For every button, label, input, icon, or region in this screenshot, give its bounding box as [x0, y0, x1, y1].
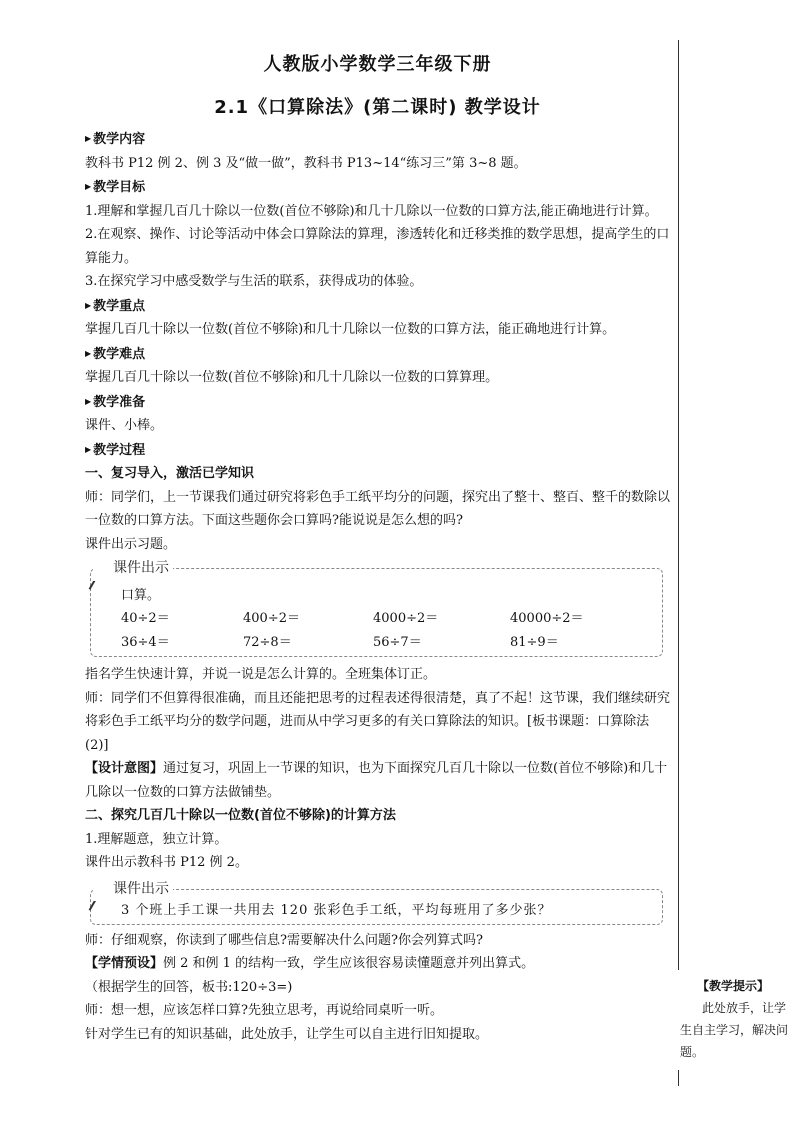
- learning-preview: [85, 952, 670, 976]
- section-heading-goals: ▶ 教学目标: [85, 180, 146, 195]
- part2-paragraph-4: 针对学生已有的知识基础，此处放手，让学生可以自主进行旧知提取。: [85, 1026, 489, 1042]
- section-heading-process: ▶ 教学过程: [85, 442, 146, 458]
- part2-paragraph-1: 师：仔细观察，你读到了哪些信息?需要解决什么问题?你会列算式吗?: [85, 932, 483, 948]
- document-content: [85, 127, 670, 1046]
- part1-heading: 一、复习导入，激活已学知识: [85, 466, 255, 481]
- part1-paragraph-1: 师：同学们，上一节课我们通过研究将彩色手工纸平均分的问题，探究出了整十、整百、整千的数除以一位数的口算方法。下面这些题你会口算吗?能说说是怎么想的吗?: [85, 489, 671, 528]
- triangle-bullet-icon: ▶: [85, 300, 92, 310]
- triangle-bullet-icon: ▶: [85, 396, 92, 406]
- part2-paragraph-2: （根据学生的回答，板书:120÷3=): [85, 979, 293, 995]
- side-note: [678, 975, 788, 1063]
- side-note-title: 【教学提示】: [696, 979, 769, 993]
- key-text: 掌握几百几十除以一位数(首位不够除)和几十几除以一位数的口算方法，能正确地进行计算。: [85, 322, 616, 337]
- equation: 81÷9＝: [510, 635, 559, 650]
- learning-preview-text: 例 2 和例 1 的结构一致，学生应该很容易读懂题意并列出算式。: [163, 956, 535, 971]
- oral-calc-label: 口算。: [121, 588, 161, 603]
- design-intent-text: 通过复习，巩固上一节课的知识，也为下面探究几百几十除以一位数(首位不够除)和几十几除以一位数的口算方法做铺垫。: [85, 761, 668, 800]
- goal-2: 2.在观察、操作、讨论等活动中体会口算除法的算理，渗透转化和迁移类推的数学思想，提高学生的口算能力。: [85, 227, 670, 266]
- part1-paragraph-4: 师：同学们不但算得很准确，而且还能把思考的过程表述得很清楚，真了不起！这节课，我们继续研究将彩色手工纸平均分的数学问题，进而从中学习更多的有关口算除法的知识。[板书课题：口算除法(2)]: [85, 690, 671, 753]
- section-heading-key: ▶ 教学重点: [85, 298, 146, 314]
- section-heading-content: ▶ 教学内容: [85, 132, 146, 147]
- courseware-tag: 课件出示: [93, 557, 173, 581]
- goal-1: 1.理解和掌握几百几十除以一位数(首位不够除)和几十几除以一位数的口算方法,能正确地进行计算。: [85, 203, 658, 219]
- side-note-text: 此处放手，让学生自主学习，解决问题。: [680, 1001, 789, 1059]
- goal-3: 3.在探究学习中感受数学与生活的联系，获得成功的体验。: [85, 274, 423, 289]
- part2-heading: 二、探究几百几十除以一位数(首位不够除)的计算方法: [85, 808, 396, 823]
- margin-divider-tick: [678, 1070, 679, 1086]
- triangle-bullet-icon: ▶: [85, 348, 92, 358]
- courseware-box-review: [90, 560, 663, 657]
- section-heading-prep: ▶ 教学准备: [85, 394, 146, 410]
- part1-paragraph-2: 课件出示习题。: [85, 536, 177, 552]
- courseware-box-example: [90, 880, 663, 925]
- equation: 72÷8＝: [243, 635, 292, 650]
- courseware-tag: 课件出示: [93, 878, 173, 902]
- triangle-bullet-icon: ▶: [85, 134, 92, 143]
- part2-paragraph-3: 师：想一想，应该怎样口算?先独立思考，再说给同桌听一听。: [85, 1003, 443, 1018]
- learning-preview-label: 【学情预设】: [85, 956, 164, 971]
- prep-text: 课件、小棒。: [85, 418, 164, 433]
- margin-divider-line: [678, 40, 679, 970]
- design-intent: [85, 757, 670, 804]
- equation: 56÷7＝: [373, 635, 422, 650]
- part1-paragraph-3: 指名学生快速计算，并说一说是怎么计算的。全班集体订正。: [85, 667, 437, 682]
- equation: 4000÷2＝: [373, 611, 439, 626]
- document-title: 人教版小学数学三年级下册: [263, 54, 492, 75]
- document-subtitle: 2.1《口算除法》(第二课时) 教学设计: [214, 97, 541, 118]
- equation: 40000÷2＝: [510, 611, 584, 626]
- equation: 36÷4＝: [121, 635, 170, 650]
- triangle-bullet-icon: ▶: [85, 444, 92, 454]
- section-heading-difficulty: ▶ 教学难点: [85, 346, 146, 362]
- equation: 400÷2＝: [243, 611, 300, 626]
- part2-step-1: 1.理解题意，独立计算。: [85, 831, 228, 847]
- part2-step-2: 课件出示教科书 P12 例 2。: [85, 855, 248, 870]
- design-intent-label: 【设计意图】: [85, 761, 164, 776]
- difficulty-text: 掌握几百几十除以一位数(首位不够除)和几十几除以一位数的口算算理。: [85, 370, 499, 385]
- example-question: 3 个班上手工课一共用去 120 张彩色手工纸，平均每班用了多少张？: [121, 902, 552, 918]
- equation: 40÷2＝: [121, 611, 170, 626]
- content-text: 教科书 P12 例 2、例 3 及“做一做”，教科书 P13~14“练习三”第 3~8 题。: [85, 155, 527, 171]
- triangle-bullet-icon: ▶: [85, 182, 92, 191]
